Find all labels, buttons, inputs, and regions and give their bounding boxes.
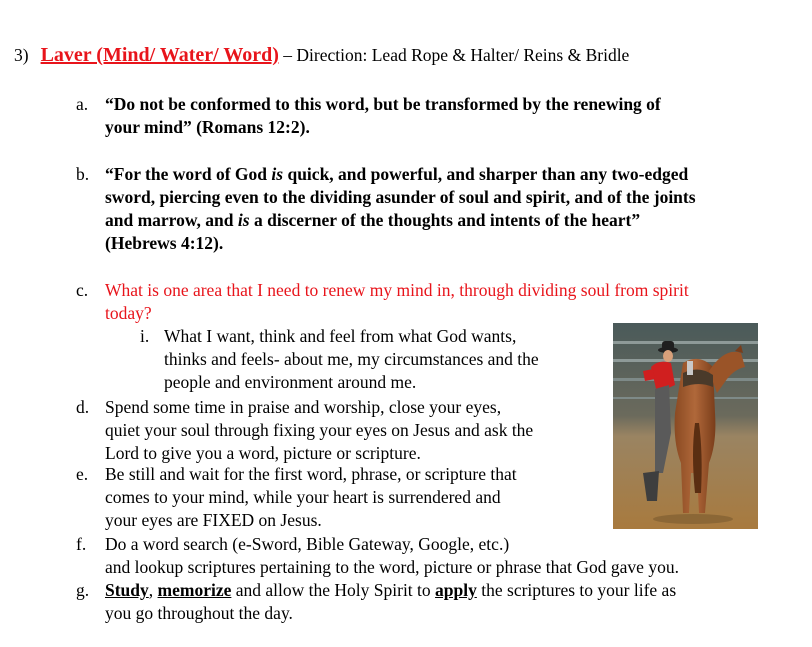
item-c-line1: What is one area that I need to renew my mind in, through dividing soul from spirit xyxy=(105,280,689,300)
item-e-line3: your eyes are FIXED on Jesus. xyxy=(105,510,322,530)
horse-photo xyxy=(613,323,758,529)
item-f-line1: Do a word search (e-Sword, Bible Gateway, Google, etc.) xyxy=(105,534,510,554)
item-a-line2: your mind” (Romans 12:2). xyxy=(105,117,310,137)
list-marker: e. xyxy=(76,464,89,484)
list-marker: d. xyxy=(76,397,90,417)
study-word: Study xyxy=(105,580,149,600)
item-i-line2: thinks and feels- about me, my circumstances and the xyxy=(164,349,539,369)
section-direction: – Direction: Lead Rope & Halter/ Reins & Bridle xyxy=(278,45,630,65)
item-d-line1: Spend some time in praise and worship, close your eyes, xyxy=(105,397,502,417)
item-i-line1: What I want, think and feel from what God wants, xyxy=(164,326,517,346)
memorize-word: memorize xyxy=(157,580,232,600)
list-marker: a. xyxy=(76,94,89,114)
item-a-line1: “Do not be conformed to this word, but be transformed by the renewing of xyxy=(105,94,661,114)
section-number: 3) xyxy=(14,45,29,65)
item-i-line3: people and environment around me. xyxy=(164,372,417,392)
item-e-line2: comes to your mind, while your heart is surrendered and xyxy=(105,487,501,507)
item-b-line1: “For the word of God is quick, and powerful, and sharper than any two-edged xyxy=(105,164,689,184)
list-marker: b. xyxy=(76,164,90,184)
list-marker: i. xyxy=(140,326,150,346)
item-f-line2: and lookup scriptures pertaining to the word, picture or phrase that God gave you. xyxy=(105,557,679,577)
item-b-line2: sword, piercing even to the dividing asunder of soul and spirit, and of the joints xyxy=(105,187,696,207)
item-d-line3: Lord to give you a word, picture or scripture. xyxy=(105,443,421,463)
section-heading xyxy=(14,44,629,67)
item-d-line2: quiet your soul through fixing your eyes on Jesus and ask the xyxy=(105,420,534,440)
list-marker: f. xyxy=(76,534,87,554)
item-b-line3: and marrow, and is a discerner of the thoughts and intents of the heart” xyxy=(105,210,641,230)
item-e-line1: Be still and wait for the first word, phrase, or scripture that xyxy=(105,464,517,484)
section-title: Laver (Mind/ Water/ Word) xyxy=(40,44,279,66)
list-marker: g. xyxy=(76,580,90,600)
item-c-line2: today? xyxy=(105,303,152,323)
apply-word: apply xyxy=(435,580,477,600)
list-marker: c. xyxy=(76,280,89,300)
item-g-line1: Study, memorize and allow the Holy Spirit to apply the scriptures to your life as xyxy=(105,580,677,600)
item-b-line4: (Hebrews 4:12). xyxy=(105,233,224,253)
item-g-line2: you go throughout the day. xyxy=(105,603,293,623)
